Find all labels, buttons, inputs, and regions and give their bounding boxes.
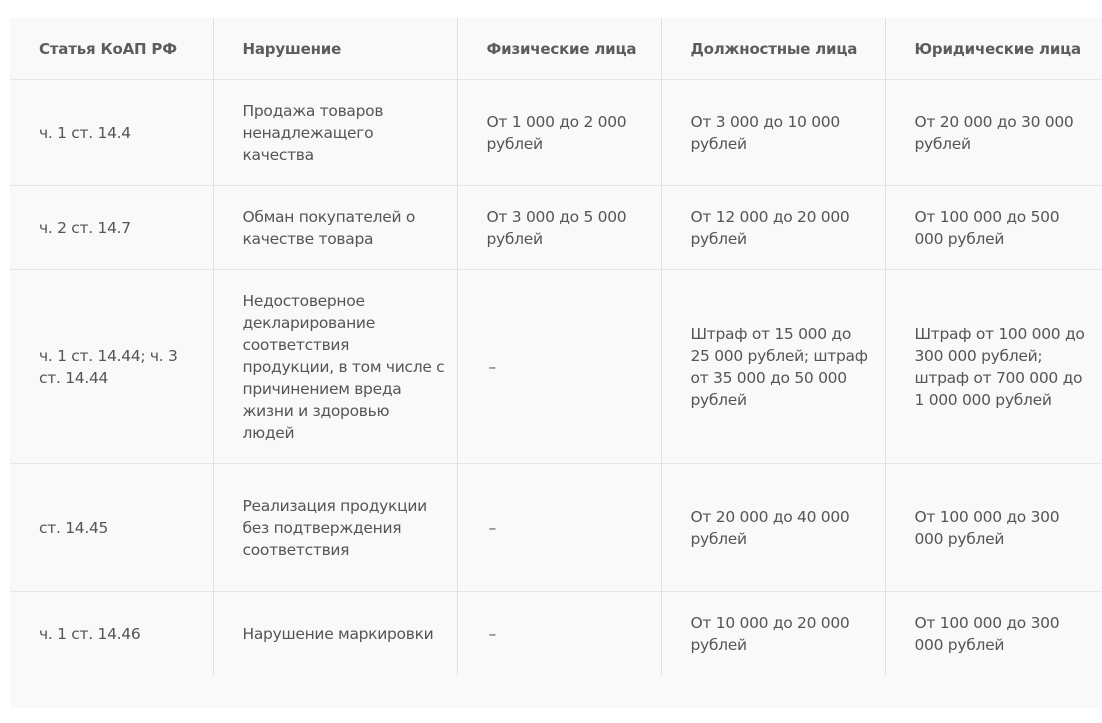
penalties-table — [10, 18, 1102, 675]
cell-officials: От 3 000 до 10 000 рублей — [661, 80, 885, 186]
table-row — [10, 186, 1102, 270]
cell-individuals: От 3 000 до 5 000 рублей — [457, 186, 661, 270]
cell-officials: От 20 000 до 40 000 рублей — [661, 464, 885, 592]
cell-officials: Штраф от 15 000 до 25 000 рублей; штраф от 35 000 до 50 000 рублей — [661, 270, 885, 464]
cell-individuals: – — [457, 592, 661, 676]
header-article: Статья КоАП РФ — [39, 39, 177, 58]
cell-article: ч. 1 ст. 14.4 — [10, 80, 213, 186]
cell-individuals: – — [457, 270, 661, 464]
cell-officials: От 10 000 до 20 000 рублей — [661, 592, 885, 676]
header-officials: Должностные лица — [661, 18, 885, 80]
cell-violation: Продажа товаров ненадлежащего качества — [213, 80, 457, 186]
cell-violation: Нарушение маркировки — [213, 592, 457, 676]
header-individuals: Физические лица — [457, 18, 661, 80]
cell-violation: Недостоверное декларирование соответствия продукции, в том числе с причинением вреда жизни и здоровью людей — [213, 270, 457, 464]
table-row — [10, 464, 1102, 592]
cell-legal-entities: Штраф от 100 000 до 300 000 рублей; штраф от 700 000 до 1 000 000 рублей — [885, 270, 1102, 464]
cell-legal-entities: От 20 000 до 30 000 рублей — [885, 80, 1102, 186]
cell-article: ст. 14.45 — [10, 464, 213, 592]
cell-individuals: – — [457, 464, 661, 592]
cell-article: ч. 2 ст. 14.7 — [10, 186, 213, 270]
cell-legal-entities: От 100 000 до 300 000 рублей — [885, 464, 1102, 592]
cell-violation: Обман покупателей о качестве товара — [213, 186, 457, 270]
table-row — [10, 80, 1102, 186]
table-row — [10, 270, 1102, 464]
header-violation: Нарушение — [213, 18, 457, 80]
penalties-table-container — [10, 18, 1102, 708]
cell-officials: От 12 000 до 20 000 рублей — [661, 186, 885, 270]
cell-article: ч. 1 ст. 14.46 — [10, 592, 213, 676]
cell-individuals: От 1 000 до 2 000 рублей — [457, 80, 661, 186]
cell-violation: Реализация продукции без подтверждения соответствия — [213, 464, 457, 592]
table-row — [10, 592, 1102, 676]
cell-legal-entities: От 100 000 до 500 000 рублей — [885, 186, 1102, 270]
header-legal-entities: Юридические лица — [885, 18, 1102, 80]
cell-legal-entities: От 100 000 до 300 000 рублей — [885, 592, 1102, 676]
table-header-row — [10, 18, 1102, 80]
cell-article: ч. 1 ст. 14.44; ч. 3 ст. 14.44 — [10, 270, 213, 464]
